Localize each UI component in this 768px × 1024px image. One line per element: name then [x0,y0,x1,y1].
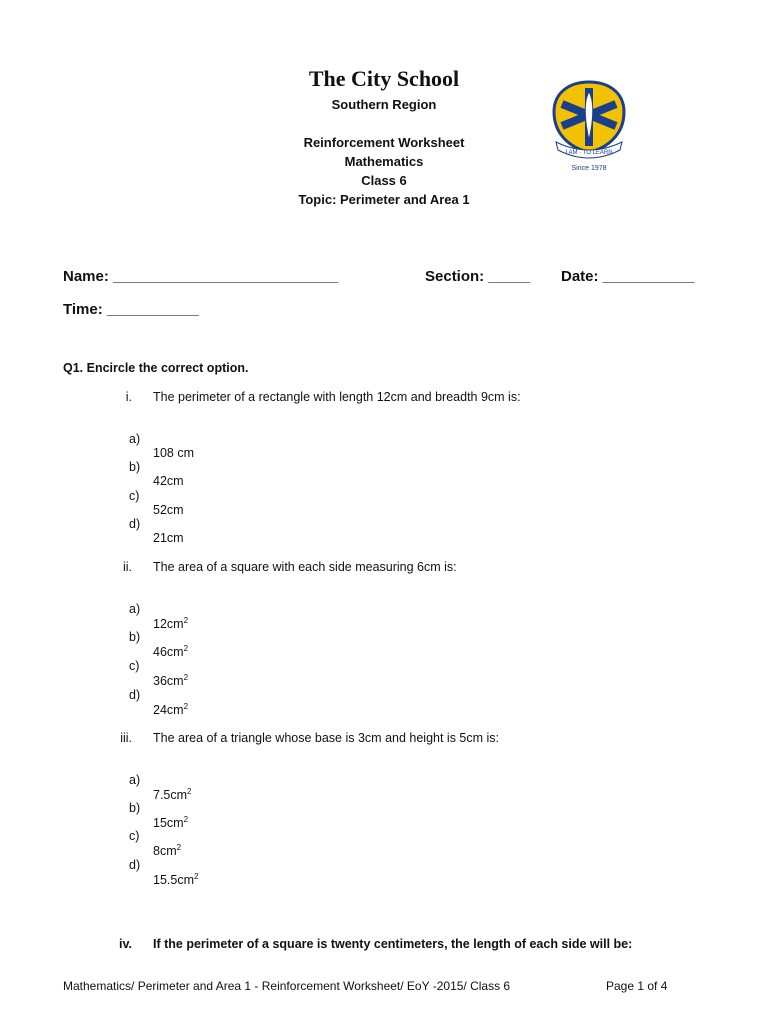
option-text [153,673,188,688]
superscript: 2 [187,787,192,796]
option-letter: d) [129,517,141,531]
question-number: iii. [120,731,132,745]
option-letter: d) [129,858,141,872]
superscript: 2 [183,616,189,625]
worksheet-header [0,133,768,209]
q1-title: Q1. Encircle the correct option. [63,361,249,375]
class-label: Class 6 [361,173,407,188]
superscript: 2 [183,644,189,653]
option-value: 36cm [153,674,184,689]
subject-label: Mathematics [344,154,424,169]
option-letter: b) [129,460,141,474]
worksheet-title: Reinforcement Worksheet [303,135,465,150]
superscript: 2 [183,673,189,682]
option-text [153,815,188,830]
option-letter: c) [129,659,140,673]
option-value: 8cm [153,844,177,859]
logo-since: Since 1978 [571,165,607,172]
option-text [153,843,181,858]
option-letter: d) [129,688,141,702]
option-letter: c) [129,829,140,843]
option-value: 24cm [153,703,184,718]
option-value: 12cm [153,617,184,632]
option-letter: a) [129,602,141,616]
option-text [153,787,192,802]
option-text: 52cm [153,503,184,517]
option-text [153,616,188,631]
question-text: The area of a triangle whose base is 3cm and height is 5cm is: [153,731,500,745]
option-text [153,872,198,887]
option-value: 15cm [153,816,184,831]
option-text: 108 cm [153,446,194,460]
option-value: 15.5cm [153,873,194,888]
time-field[interactable]: Time: ___________ [63,301,199,318]
question-text: The area of a square with each side measuring 6cm is: [153,560,457,574]
superscript: 2 [183,815,189,824]
superscript: 2 [183,702,189,711]
school-name: The City School [308,66,460,91]
region-label: Southern Region [331,97,437,112]
option-value: 7.5cm [153,788,188,803]
question-number: iv. [119,937,132,951]
question-text: If the perimeter of a square is twenty centimeters, the length of each side will be: [153,937,633,951]
topic-label: Topic: Perimeter and Area 1 [298,192,470,207]
question-number: i. [125,390,132,404]
option-letter: a) [129,432,141,446]
school-logo-icon [548,78,630,176]
footer-left: Mathematics/ Perimeter and Area 1 - Reinforcement Worksheet/ EoY -2015/ Class 6 [63,979,511,993]
name-field[interactable]: Name: ___________________________ [63,268,339,285]
option-text [153,644,188,659]
question-text: The perimeter of a rectangle with length 12cm and breadth 9cm is: [153,390,521,404]
option-text [153,702,188,717]
option-text: 21cm [153,531,184,545]
option-letter: c) [129,489,140,503]
superscript: 2 [194,872,199,881]
question-number: ii. [122,560,132,574]
option-value: 46cm [153,645,184,660]
option-letter: b) [129,801,141,815]
option-text: 42cm [153,474,184,488]
page-number: Page 1 of 4 [606,979,668,993]
superscript: 2 [176,843,182,852]
date-field[interactable]: Date: ___________ [561,268,695,285]
logo-motto: I AM · TO LEARN [565,150,613,156]
section-field[interactable]: Section: _____ [425,268,531,285]
option-letter: a) [129,773,141,787]
option-letter: b) [129,630,141,644]
